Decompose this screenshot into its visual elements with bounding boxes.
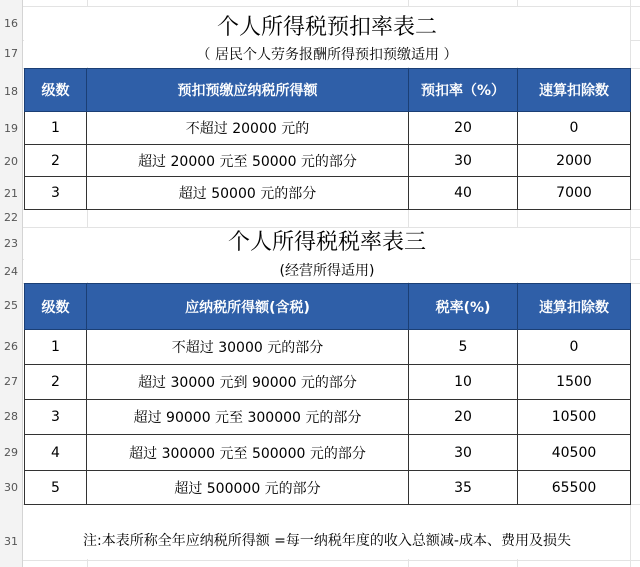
table2-subtitle: （ 居民个人劳务报酬所得预扣预缴适用 ） — [196, 47, 458, 63]
table-cell[interactable]: 20 — [409, 112, 518, 145]
table-cell[interactable]: 5 — [25, 471, 87, 505]
table-cell[interactable]: 不超过 20000 元的 — [87, 112, 409, 145]
table-cell[interactable]: 35 — [409, 471, 518, 505]
table-cell[interactable]: 不超过 30000 元的部分 — [87, 330, 409, 365]
table-cell[interactable]: 超过 20000 元至 50000 元的部分 — [87, 145, 409, 177]
row-number[interactable]: 29 — [4, 446, 18, 459]
row-number[interactable]: 20 — [4, 155, 18, 168]
table-cell[interactable]: 超过 30000 元到 90000 元的部分 — [87, 365, 409, 400]
header-cell[interactable]: 应纳税所得额(含税) — [87, 284, 409, 330]
table-cell[interactable]: 7000 — [518, 177, 631, 210]
row-number[interactable]: 23 — [4, 237, 18, 250]
table-cell[interactable]: 1 — [25, 330, 87, 365]
row-number[interactable]: 16 — [4, 17, 18, 30]
footnote: 注:本表所称全年应纳税所得额 =每一纳税年度的收入总额减-成本、费用及损失 — [83, 533, 571, 549]
table-cell[interactable]: 超过 90000 元至 300000 元的部分 — [87, 400, 409, 435]
row-number[interactable]: 19 — [4, 122, 18, 135]
header-cell[interactable]: 预扣率（%） — [409, 69, 518, 112]
table2-title: 个人所得税预扣率表二 — [216, 15, 437, 40]
table-row — [25, 112, 631, 145]
table-cell[interactable]: 超过 500000 元的部分 — [87, 471, 409, 505]
header-cell[interactable]: 速算扣除数 — [518, 69, 631, 112]
row-number[interactable]: 24 — [4, 265, 18, 278]
table-cell[interactable]: 30 — [409, 145, 518, 177]
table3 — [24, 283, 631, 505]
table-cell[interactable]: 1 — [25, 112, 87, 145]
table-cell[interactable]: 10 — [409, 365, 518, 400]
table-cell[interactable]: 超过 50000 元的部分 — [87, 177, 409, 210]
header-cell[interactable]: 速算扣除数 — [518, 284, 631, 330]
table-cell[interactable]: 2 — [25, 365, 87, 400]
table2 — [24, 68, 631, 210]
table-cell[interactable]: 65500 — [518, 471, 631, 505]
table-row — [25, 177, 631, 210]
table3-title: 个人所得税税率表三 — [227, 230, 426, 255]
row-number[interactable]: 21 — [4, 187, 18, 200]
table-header-row — [25, 284, 631, 330]
table-row — [25, 145, 631, 177]
table-cell[interactable]: 1500 — [518, 365, 631, 400]
table-cell[interactable]: 30 — [409, 435, 518, 471]
table-cell[interactable]: 40 — [409, 177, 518, 210]
row-number[interactable]: 30 — [4, 481, 18, 494]
table-row — [25, 365, 631, 400]
table-cell[interactable]: 2000 — [518, 145, 631, 177]
table-cell[interactable]: 0 — [518, 112, 631, 145]
row-number[interactable]: 28 — [4, 410, 18, 423]
table-row — [25, 435, 631, 471]
row-number[interactable]: 26 — [4, 340, 18, 353]
table-header-row — [25, 69, 631, 112]
table-cell[interactable]: 3 — [25, 400, 87, 435]
row-gridline — [23, 560, 640, 561]
table-cell[interactable]: 20 — [409, 400, 518, 435]
table-cell[interactable]: 10500 — [518, 400, 631, 435]
header-cell[interactable]: 级数 — [25, 284, 87, 330]
table-cell[interactable]: 5 — [409, 330, 518, 365]
row-number[interactable]: 17 — [4, 47, 18, 60]
row-number[interactable]: 27 — [4, 375, 18, 388]
table3-subtitle: (经营所得适用) — [279, 263, 375, 279]
table-cell[interactable]: 3 — [25, 177, 87, 210]
table-row — [25, 471, 631, 505]
table-cell[interactable]: 4 — [25, 435, 87, 471]
table-cell[interactable]: 超过 300000 元至 500000 元的部分 — [87, 435, 409, 471]
header-cell[interactable]: 级数 — [25, 69, 87, 112]
header-cell[interactable]: 税率(%) — [409, 284, 518, 330]
row-number[interactable]: 22 — [4, 211, 18, 224]
header-cell[interactable]: 预扣预缴应纳税所得额 — [87, 69, 409, 112]
table-row — [25, 330, 631, 365]
row-number[interactable]: 25 — [4, 299, 18, 312]
table-cell[interactable]: 40500 — [518, 435, 631, 471]
row-number[interactable]: 18 — [4, 85, 18, 98]
table-row — [25, 400, 631, 435]
table-cell[interactable]: 0 — [518, 330, 631, 365]
table-cell[interactable]: 2 — [25, 145, 87, 177]
row-number[interactable]: 31 — [4, 535, 18, 548]
